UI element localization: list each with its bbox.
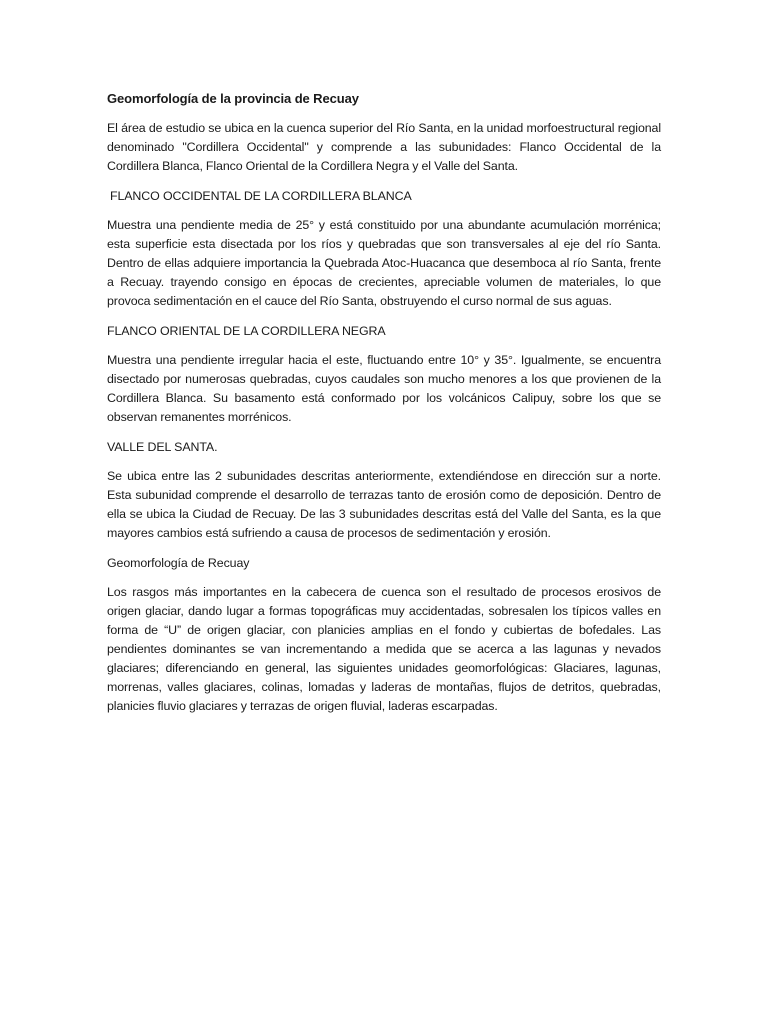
section-body-valle-del-santa: Se ubica entre las 2 subunidades descritas anteriormente, extendiéndose en dirección sur a norte. Esta subunidad comprende el desarrollo de terrazas tanto de erosión como de deposición. Dentro de ella se ubica la Ciudad de Recuay. De las 3 subunidades descritas está del Valle del Santa, es la que mayores cambios está sufriendo a causa de procesos de sedimentación y erosión. [107, 469, 661, 540]
section-heading-flanco-occidental: FLANCO OCCIDENTAL DE LA CORDILLERA BLANCA [110, 189, 412, 203]
section-heading-flanco-oriental: FLANCO ORIENTAL DE LA CORDILLERA NEGRA [107, 324, 386, 338]
section-body-flanco-occidental: Muestra una pendiente media de 25° y está constituido por una abundante acumulación morrénica; esta superficie esta disectada por los ríos y quebradas que son transversales al eje del río Santa. Dentro de ellas adquiere importancia la Quebrada Atoc-Huacanca que desemboca al río Santa, frente a Recuay. trayendo consigo en épocas de crecientes, apreciable volumen de materiales, lo que provoca sedimentación en el cauce del Río Santa, obstruyendo el curso normal de sus aguas. [107, 218, 661, 308]
document-title: Geomorfología de la provincia de Recuay [107, 91, 359, 106]
section-body-flanco-oriental: Muestra una pendiente irregular hacia el este, fluctuando entre 10° y 35°. Igualmente, se encuentra disectado por numerosas quebradas, cuyos caudales son mucho menores a los que provienen de la Cordillera Blanca. Su basamento está conformado por los volcánicos Calipuy, sobre los que se observan remanentes morrénicos. [107, 353, 661, 424]
section-heading-valle-del-santa: VALLE DEL SANTA. [107, 440, 218, 454]
intro-paragraph: El área de estudio se ubica en la cuenca superior del Río Santa, en la unidad morfoestructural regional denominado "Cordillera Occidental" y comprende a las subunidades: Flanco Occidental de la Cordillera Blanca, Flanco Oriental de la Cordillera Negra y el Valle del Santa. [107, 121, 661, 173]
section-body-geomorfologia-recuay: Los rasgos más importantes en la cabecera de cuenca son el resultado de procesos erosivos de origen glaciar, dando lugar a formas topográficas muy accidentadas, sobresalen los típicos valles en forma de “U” de origen glaciar, con planicies amplias en el fondo y cubiertas de bofedales. Las pendientes dominantes se van incrementando a medida que se acerca a las lagunas y nevados glaciares; diferenciando en general, las siguientes unidades geomorfológicas: Glaciares, lagunas, morrenas, valles glaciares, colinas, lomadas y laderas de montañas, flujos de detritos, quebradas, planicies fluvio glaciares y terrazas de origen fluvial, laderas escarpadas. [107, 585, 661, 713]
section-heading-geomorfologia-recuay: Geomorfología de Recuay [107, 556, 250, 570]
